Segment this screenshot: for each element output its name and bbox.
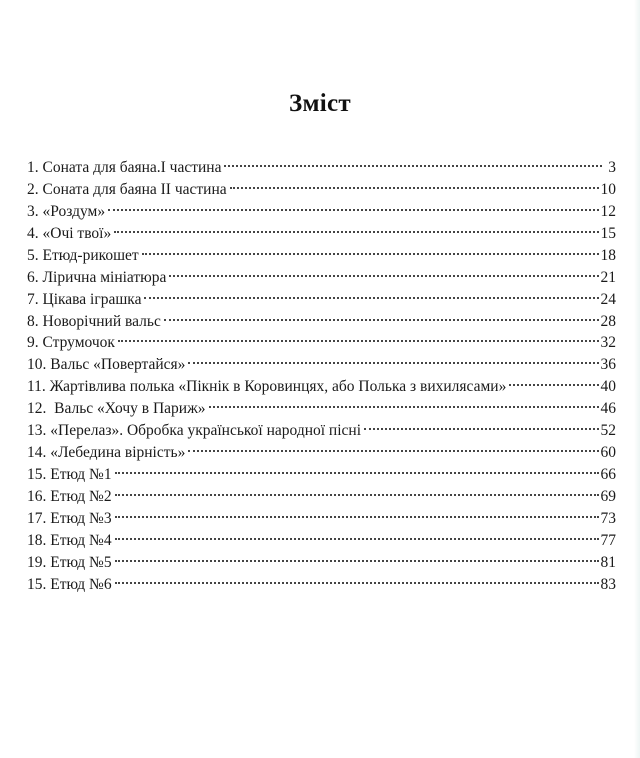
- toc-entry-title: 18. Етюд №4: [27, 531, 112, 549]
- dot-leader: [115, 545, 599, 567]
- toc-entry-title: 9. Струмочок: [27, 334, 115, 352]
- toc-entry-page-number: 21: [600, 268, 616, 286]
- dot-leader: [230, 172, 599, 194]
- toc-entry-page-number: 69: [600, 488, 616, 505]
- toc-entry[interactable]: [27, 545, 616, 571]
- toc-entry[interactable]: [27, 150, 616, 176]
- toc-entry[interactable]: [27, 479, 616, 505]
- dot-leader: [115, 523, 599, 545]
- toc-entry-title: 5. Етюд-рикошет: [27, 246, 139, 264]
- toc-entry-title: 10. Вальс «Повертайся»: [27, 356, 186, 374]
- toc-entry-page-number: 32: [600, 334, 616, 352]
- toc-entry-page-number: 12: [600, 202, 616, 220]
- dot-leader: [509, 369, 598, 391]
- toc-entry-page-number: 73: [600, 509, 616, 527]
- toc-entry-title: 8. Новорічний вальс: [27, 312, 161, 330]
- dot-leader: [364, 413, 598, 435]
- toc-entry[interactable]: [27, 216, 616, 242]
- toc-entry-title: 13. «Перелаз». Обробка української народної пісні: [27, 422, 362, 440]
- toc-entry-title: 7. Цікава іграшка: [27, 290, 142, 308]
- toc-entry[interactable]: [27, 501, 616, 527]
- toc-entry-title: 4. «Очі твої»: [27, 224, 112, 242]
- toc-entry-title: 6. Лірична мініатюра: [27, 268, 167, 286]
- dot-leader: [209, 391, 599, 413]
- dot-leader: [164, 304, 599, 326]
- toc-entry-title: 16. Етюд №2: [27, 488, 112, 505]
- toc-entry-page-number: 66: [600, 466, 616, 484]
- toc-entry-title: 19. Етюд №5: [27, 553, 112, 571]
- toc-entry-title: 12. Вальс «Хочу в Париж»: [27, 400, 206, 418]
- toc-entry-page-number: 46: [600, 400, 616, 418]
- toc-entry-title: 17. Етюд №3: [27, 509, 112, 527]
- dot-leader: [224, 150, 602, 172]
- toc-entry[interactable]: [27, 567, 616, 593]
- toc-entry-title: 15. Етюд №6: [27, 575, 112, 593]
- toc-entry-title: 14. «Лебедина вірність»: [27, 444, 186, 462]
- toc-entry[interactable]: [27, 457, 616, 484]
- toc-entry-page-number: 60: [600, 444, 616, 462]
- toc-entry[interactable]: [27, 194, 616, 220]
- page-title: Зміст: [288, 90, 352, 117]
- toc-entry-page-number: 40: [600, 378, 616, 396]
- toc-entry-page-number: 18: [600, 246, 616, 264]
- toc-entry-page-number: 10: [600, 180, 616, 198]
- dot-leader: [115, 457, 599, 479]
- toc-entry-page-number: 24: [600, 290, 616, 308]
- toc-entry-title: 3. «Роздум»: [27, 202, 106, 220]
- toc-entry-page-number: 81: [600, 553, 616, 571]
- toc-entry-title: 2. Соната для баяна II частина: [27, 180, 227, 198]
- toc-entry-page-number: 83: [600, 575, 616, 593]
- toc-entry-title: 1. Соната для баяна.I частина: [27, 158, 222, 176]
- dot-leader: [108, 194, 598, 216]
- toc-entry-page-number: 28: [600, 312, 616, 330]
- dot-leader: [144, 282, 598, 304]
- dot-leader: [114, 216, 598, 238]
- dot-leader: [188, 435, 598, 457]
- dot-leader: [115, 479, 599, 501]
- toc-entry-page-number: 52: [600, 422, 616, 440]
- dot-leader: [188, 347, 598, 369]
- dot-leader: [115, 501, 599, 523]
- toc-entry[interactable]: [27, 238, 616, 264]
- toc-entry[interactable]: [27, 347, 616, 374]
- toc-entry-title: 15. Етюд №1: [27, 466, 112, 484]
- dot-leader: [142, 238, 599, 260]
- toc-entry[interactable]: [27, 523, 616, 549]
- dot-leader: [115, 567, 599, 589]
- table-of-contents: [27, 150, 616, 593]
- toc-entry-title: 11. Жартівлива полька «Пікнік в Коровинцях, або Полька з вихилясами»: [27, 378, 507, 396]
- toc-entry-page-number: 77: [600, 531, 616, 549]
- toc-entry-page-number: 3: [608, 158, 616, 176]
- page-edge-shadow: [634, 0, 640, 758]
- dot-leader: [118, 326, 599, 348]
- toc-entry-page-number: 36: [600, 356, 616, 374]
- dot-leader: [169, 260, 598, 282]
- toc-entry-page-number: 15: [600, 224, 616, 242]
